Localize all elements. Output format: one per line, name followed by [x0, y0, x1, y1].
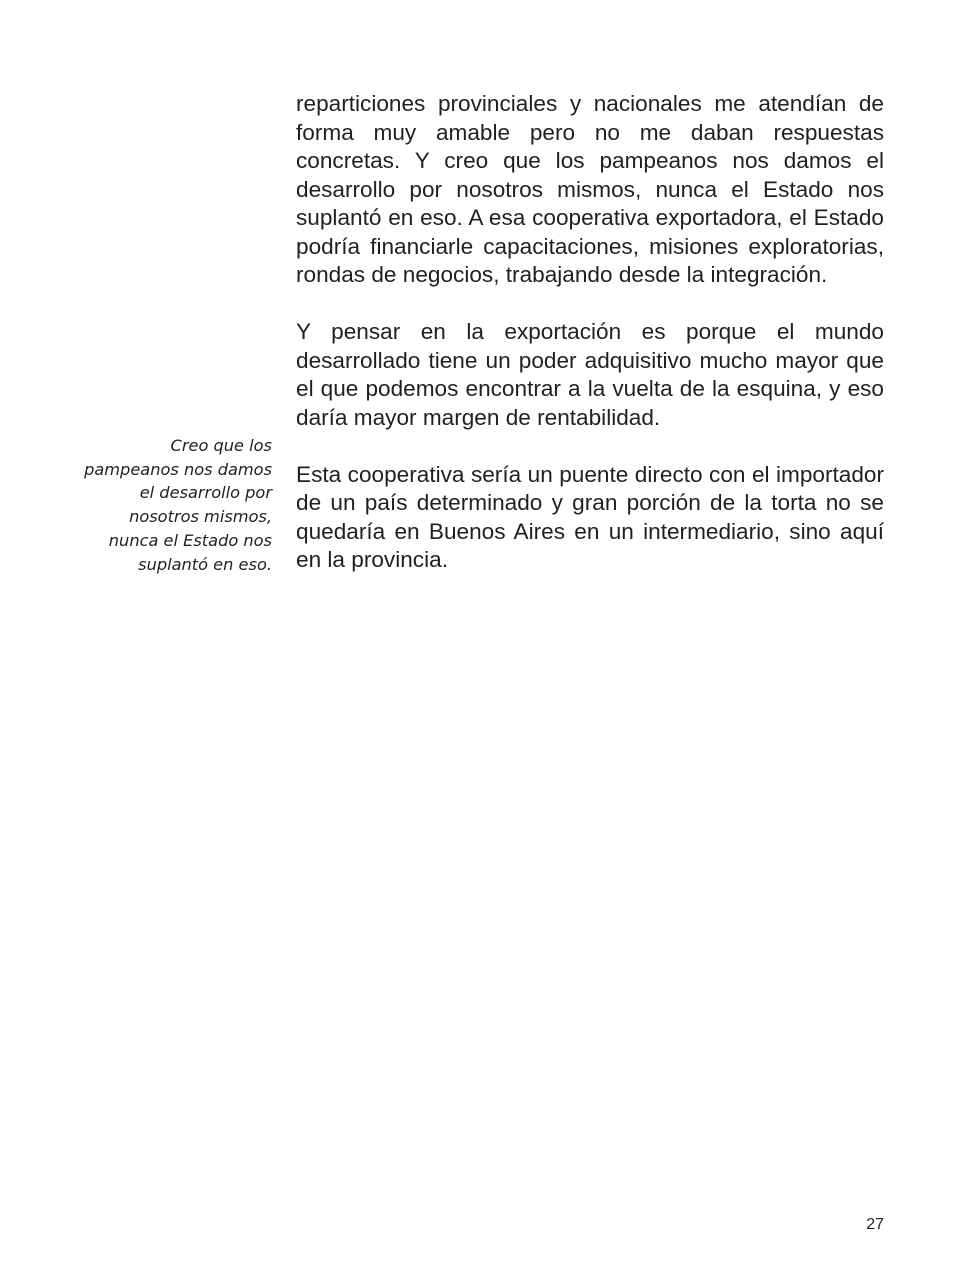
pull-quote: Creo que los pampeanos nos damos el desarrollo por nosotros mismos, nunca el Estado nos suplantó en eso.: [84, 436, 272, 574]
page-number: 27: [866, 1216, 884, 1233]
paragraph-2: Y pensar en la exportación es porque el mundo desarrollado tiene un poder adquisitivo mucho mayor que el que podemos encontrar a la vuelta de la esquina, y eso daría mayor margen de rentabilidad.: [296, 319, 884, 430]
body-text: [296, 90, 884, 575]
paragraph-3: Esta cooperativa sería un puente directo con el importador de un país determinado y gran porción de la torta no se quedaría en Buenos Aires en un intermediario, sino aquí en la provincia.: [296, 461, 884, 572]
paragraph-1: reparticiones provinciales y nacionales me atendían de forma muy amable pero no me daban respuestas concretas. Y creo que los pampeanos nos damos el desarrollo por nosotros mismos, nunca el Estado nos suplantó en eso. A esa cooperativa exportadora, el Estado podría financiarle capacitaciones, misiones exploratorias, rondas de negocios, trabajando desde la integración.: [296, 91, 884, 287]
